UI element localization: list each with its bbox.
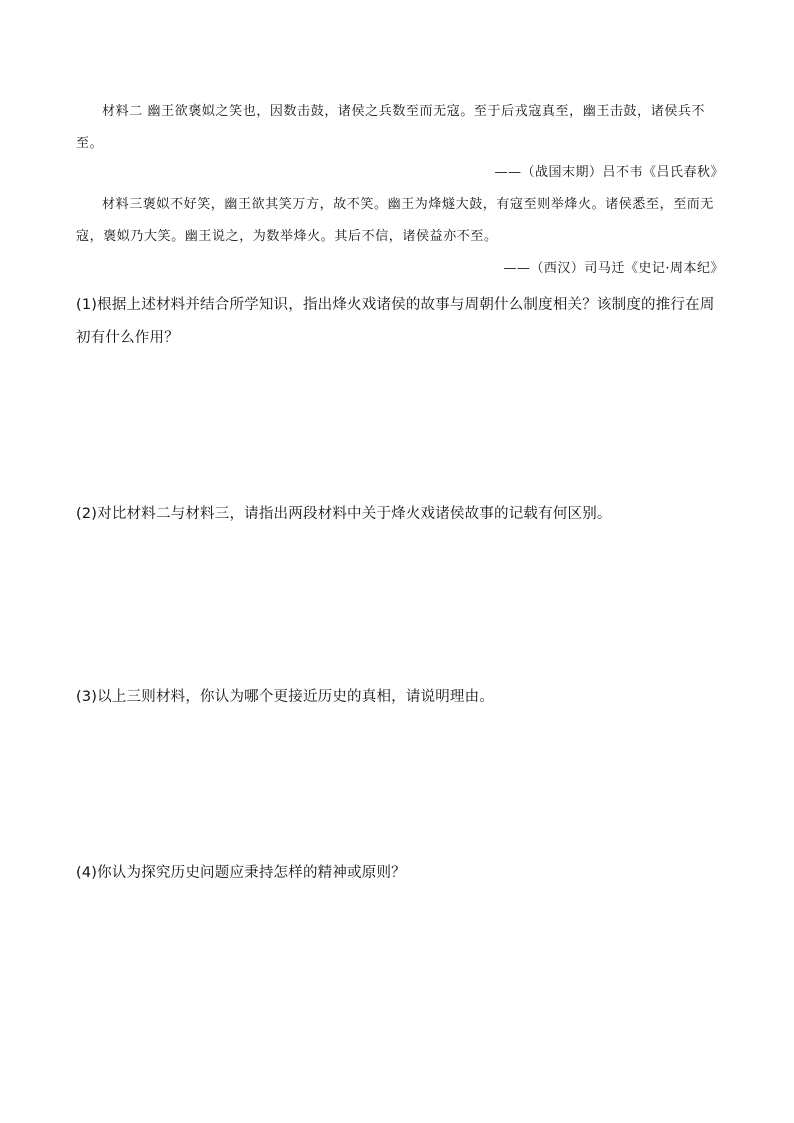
question-1: (1)根据上述材料并结合所学知识，指出烽火戏诸侯的故事与周朝什么制度相关？该制度的推行在周初有什么作用？ — [76, 297, 715, 346]
question-2: (2)对比材料二与材料三，请指出两段材料中关于烽火戏诸侯故事的记载有何区别。 — [76, 506, 612, 522]
material-two-source: ——（战国末期）吕不韦《吕氏春秋》 — [494, 165, 724, 180]
material-two-text: 材料二 幽王欲褒姒之笑也，因数击鼓，诸侯之兵数至而无寇。至于后戎寇真至，幽王击鼓，诸侯兵不至。 — [76, 104, 706, 151]
question-4: (4)你认为探究历史问题应秉持怎样的精神或原则？ — [76, 865, 406, 881]
material-three-source: ——（西汉）司马迁《史记·周本纪》 — [503, 261, 724, 276]
question-3: (3)以上三则材料，你认为哪个更接近历史的真相，请说明理由。 — [76, 689, 495, 705]
material-three-text: 材料三褒姒不好笑，幽王欲其笑万方，故不笑。幽王为烽燧大鼓，有寇至则举烽火。诸侯悉至，至而无寇，褒姒乃大笑。幽王说之，为数举烽火。其后不信，诸侯益亦不至。 — [76, 197, 715, 244]
